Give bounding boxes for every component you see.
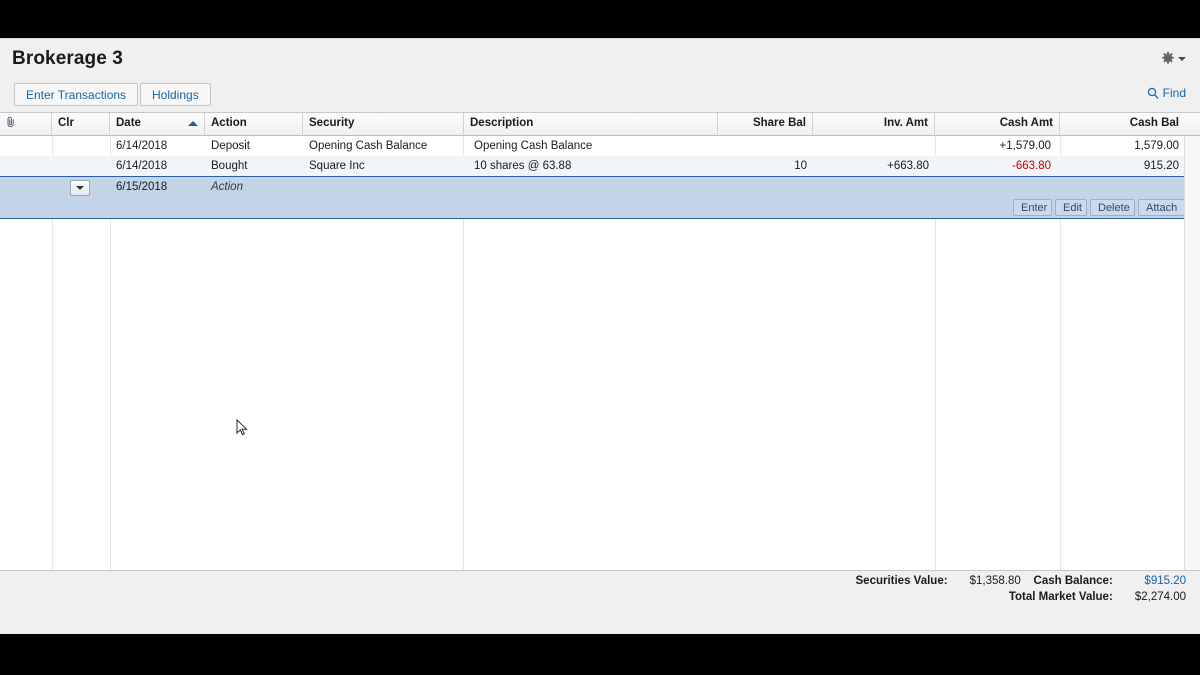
chevron-down-icon (1178, 57, 1186, 61)
row-dropdown-toggle[interactable] (70, 180, 90, 196)
cell-date: 6/14/2018 (116, 140, 168, 152)
column-header-attach[interactable] (0, 113, 52, 134)
cell-inv-amt: +663.80 (887, 160, 929, 172)
find-label: Find (1162, 86, 1186, 100)
column-header-inv-amt[interactable]: Inv. Amt (813, 113, 935, 134)
cell-action: Deposit (211, 140, 250, 152)
register-window (0, 38, 1200, 634)
vertical-scrollbar[interactable] (1184, 136, 1200, 570)
column-header-security[interactable]: Security (303, 113, 464, 134)
column-header-share-bal[interactable]: Share Bal (718, 113, 813, 134)
footer-line-1 (856, 575, 1187, 587)
paperclip-icon (6, 117, 16, 129)
cell-date[interactable]: 6/15/2018 (116, 181, 168, 193)
securities-value-label: Securities Value: (855, 575, 948, 587)
cell-cash-bal: 1,579.00 (1134, 140, 1179, 152)
enter-button[interactable]: Enter (1013, 199, 1052, 216)
register-toolbar (0, 81, 1200, 113)
total-market-value-label: Total Market Value: (1008, 591, 1113, 603)
column-header-date[interactable]: Date (110, 113, 205, 134)
register-column-header (0, 113, 1200, 136)
holdings-button[interactable]: Holdings (140, 83, 211, 106)
cell-description: Opening Cash Balance (474, 140, 593, 152)
column-header-cash-bal[interactable]: Cash Bal (1129, 117, 1179, 129)
column-header-clr[interactable]: Clr (52, 113, 110, 134)
cell-description[interactable] (468, 177, 718, 197)
cell-share-bal (718, 136, 813, 156)
row-action-bar (0, 198, 1185, 219)
cash-balance-value[interactable]: $915.20 (1144, 575, 1186, 587)
column-header-description[interactable]: Description (464, 113, 718, 134)
total-market-value: $2,274.00 (1134, 591, 1186, 603)
cell-cash-amt: -663.80 (1011, 160, 1051, 172)
cell-security: Opening Cash Balance (309, 140, 428, 152)
cell-cash-bal[interactable] (1060, 177, 1185, 197)
cell-share-bal[interactable] (718, 177, 813, 197)
cell-action: Bought (211, 160, 248, 172)
delete-button[interactable]: Delete (1090, 199, 1135, 216)
application-window (0, 38, 1200, 634)
column-header-spacer (1185, 113, 1200, 134)
edit-button[interactable]: Edit (1055, 199, 1087, 216)
column-header-cash-amt[interactable]: Cash Amt (935, 113, 1060, 134)
footer-line-2 (1009, 591, 1186, 603)
securities-value: $1,358.80 (969, 575, 1021, 587)
cell-cash-amt: +1,579.00 (999, 140, 1051, 152)
cell-security[interactable] (303, 177, 464, 197)
table-row[interactable] (0, 136, 1185, 156)
title-bar (0, 39, 1200, 81)
table-row-selected[interactable] (0, 176, 1185, 200)
cell-cash-amt[interactable] (935, 177, 1057, 197)
column-header-action[interactable]: Action (205, 113, 303, 134)
cell-inv-amt[interactable] (813, 177, 935, 197)
cell-action[interactable]: Action (211, 181, 243, 193)
cell-security: Square Inc (309, 160, 365, 172)
search-icon (1147, 87, 1159, 102)
cell-description: 10 shares @ 63.88 (474, 160, 572, 172)
find-button[interactable] (1147, 86, 1186, 102)
cell-share-bal: 10 (794, 160, 807, 172)
cell-cash-bal: 915.20 (1143, 160, 1179, 172)
sort-ascending-icon (188, 121, 198, 126)
cash-balance-label: Cash Balance: (1033, 575, 1113, 587)
cell-date: 6/14/2018 (116, 160, 168, 172)
enter-transactions-button[interactable]: Enter Transactions (14, 83, 138, 106)
page-title: Brokerage 3 (12, 48, 123, 69)
register-footer (0, 571, 1200, 609)
attach-button[interactable]: Attach (1138, 199, 1185, 216)
cell-inv-amt (813, 136, 935, 156)
table-row[interactable] (0, 156, 1185, 176)
transaction-list (0, 136, 1200, 571)
gear-icon[interactable] (1156, 50, 1186, 70)
